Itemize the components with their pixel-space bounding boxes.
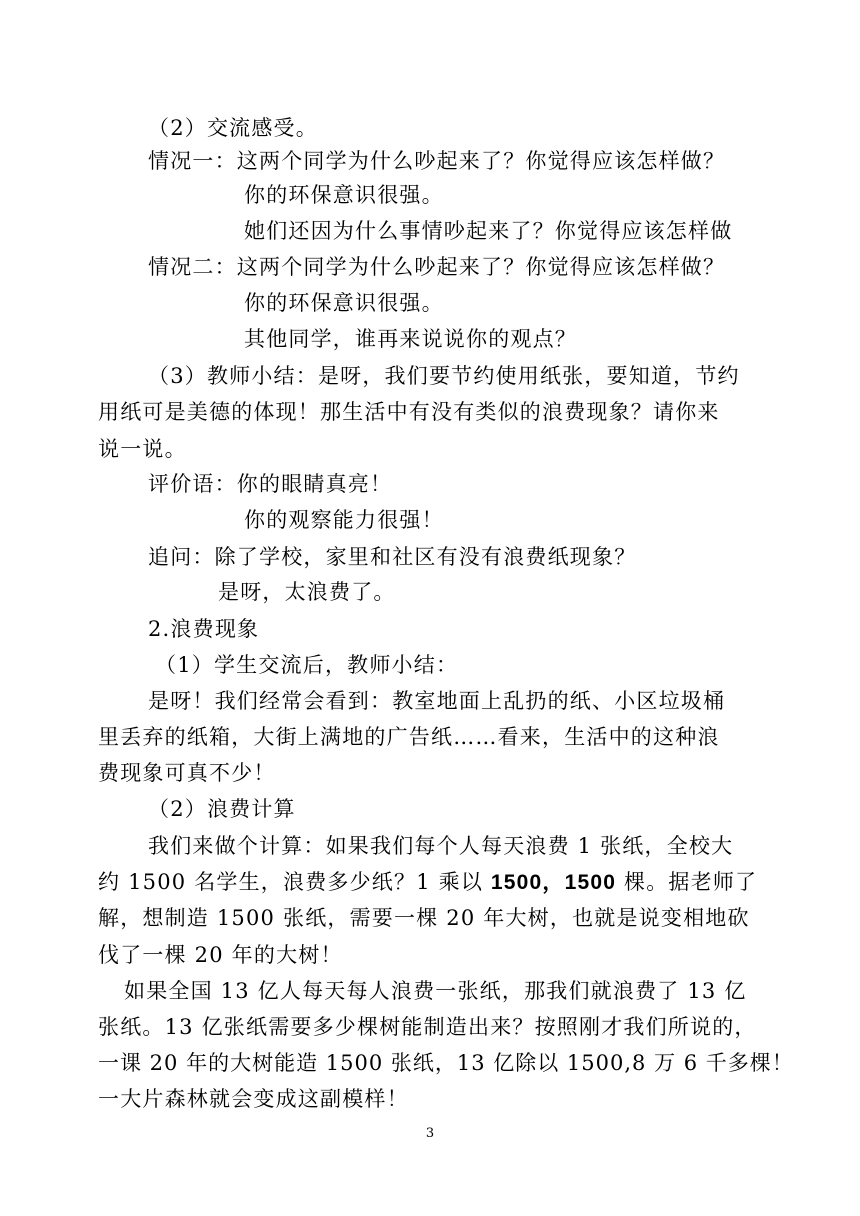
text-line: 她们还因为什么事情吵起来了？你觉得应该怎样做 — [244, 219, 733, 243]
text-segment: 约 1500 名学生，浪费多少纸？1 乘以 — [98, 870, 491, 894]
text-line: （2）浪费计算 — [148, 797, 296, 821]
text-line: 2.浪费现象 — [148, 617, 260, 641]
text-line: 里丢弃的纸箱，大街上满地的广告纸……看来，生活中的这种浪 — [98, 725, 720, 749]
text-line: 评价语：你的眼睛真亮！ — [148, 472, 393, 496]
text-line: 是呀！我们经常会看到：教室地面上乱扔的纸、小区垃圾桶 — [148, 689, 726, 713]
text-line: 其他同学，谁再来说说你的观点？ — [244, 327, 577, 351]
page-number: 3 — [425, 1126, 435, 1141]
text-line: 伐了一棵 20 年的大树！ — [98, 943, 343, 967]
text-line: 我们来做个计算：如果我们每个人每天浪费 1 张纸，全校大 — [148, 834, 734, 858]
text-line: 情况一：这两个同学为什么吵起来了？你觉得应该怎样做？ — [148, 149, 726, 173]
bold-number-text: 1500，1500 — [490, 871, 617, 894]
text-line: （1）学生交流后，教师小结： — [155, 653, 459, 677]
text-line — [98, 867, 757, 897]
text-line: 是呀，太浪费了。 — [218, 580, 396, 604]
text-segment: 棵。据老师了 — [616, 870, 758, 894]
text-line: 费现象可真不少！ — [98, 761, 276, 785]
text-line: 你的环保意识很强。 — [244, 291, 444, 315]
text-line: 如果全国 13 亿人每天每人浪费一张纸，那我们就浪费了 13 亿 — [124, 979, 747, 1003]
text-line: 说一说。 — [98, 437, 187, 461]
text-line: 张纸。13 亿张纸需要多少棵树能制造出来？按照刚才我们所说的， — [98, 1015, 757, 1039]
text-line: 解，想制造 1500 张纸，需要一棵 20 年大树，也就是说变相地砍 — [98, 906, 750, 930]
text-line: 情况二：这两个同学为什么吵起来了？你觉得应该怎样做？ — [148, 255, 726, 279]
text-line: 用纸可是美德的体现！那生活中有没有类似的浪费现象？请你来 — [98, 400, 720, 424]
text-line: （2）交流感受。 — [148, 116, 318, 140]
text-line: （3）教师小结：是呀，我们要节约使用纸张，要知道，节约 — [148, 364, 740, 388]
text-line: 你的环保意识很强。 — [244, 183, 444, 207]
text-line: 你的观察能力很强！ — [244, 508, 444, 532]
text-line: 一课 20 年的大树能造 1500 张纸，13 亿除以 1500,8 万 6 千多棵！ — [98, 1051, 794, 1075]
text-line: 追问：除了学校，家里和社区有没有浪费纸现象？ — [148, 545, 637, 569]
text-line: 一大片森林就会变成这副模样！ — [98, 1087, 409, 1111]
